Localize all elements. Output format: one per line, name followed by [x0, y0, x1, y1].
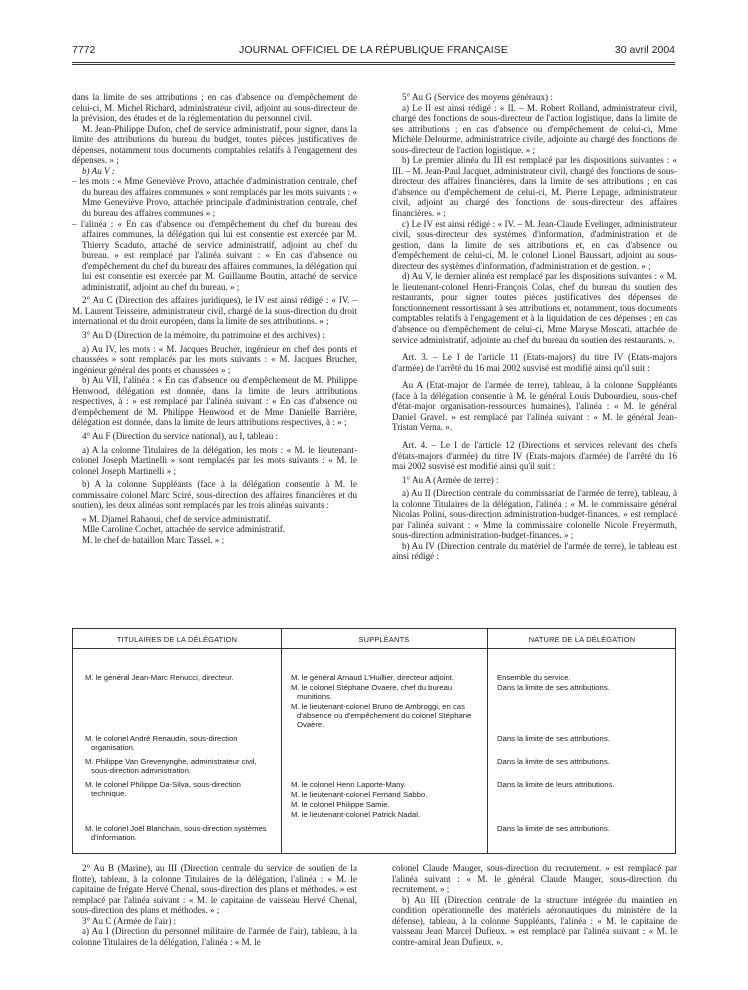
paragraph: b) Le premier alinéa du III est remplacé par les dispositions suivantes : « III. – M. Jean-Paul Jacquet, administrateur civil, chargé des fonctions de sous-directeur des affaires financières, dans la limite de ses attributions ; en cas d'absence ou d'empêchement de celui-ci, M. Pierre Lepage, administrateur civil, adjoint au chargé des fonctions de sous-directeur des affaires financières. » ;	[392, 155, 677, 219]
article-3: Art. 3. – Le I de l'article 11 (Etats-majors) du titre IV (Etats-majors d'armée) de l'arrêté du 16 mai 2002 susvisé est modifié ainsi qu'il suit :	[392, 352, 677, 373]
paragraph: 3° Au C (Armée de l'air) :	[82, 915, 177, 926]
paragraph: M. Jean-Philippe Dufon, chef de service administratif, pour signer, dans la limite des attributions du bureau du budget, toutes pièces justificatives de dépenses, notamment tous documents comptables relatifs à l'engagement des dépenses. » ;	[72, 123, 357, 166]
paragraph: « M. Djamel Rahaoui, chef de service administratif.	[82, 513, 271, 524]
page-header	[72, 44, 675, 58]
table-cell-titulaire: M. le colonel Joël Blanchais, sous-direction systèmes d'information.	[85, 824, 267, 842]
suppleant: M. le colonel Philippe Samie.	[291, 800, 390, 809]
paragraph: a) Au II (Direction centrale du commissariat de l'armée de terre), tableau, à la colonne Titulaires de la délégation, l'alinéa : « M. le commissaire général Nicolas Polini, sous-direction administration-budget-finances. » est remplacé par l'alinéa suivant : « Mme la commissaire colonelle Nicole Freyermuth, sous-direction administration-budget-finances. » ;	[392, 488, 677, 541]
paragraph: – l'alinéa : « En cas d'absence ou d'empêchement du chef du bureau des affaires communes, la délégation qui lui est consentie est exercée par M. Thierry Scaduto, attaché de service administratif, adjoint au chef du bureau. » est remplacé par l'alinéa suivant : « En cas d'absence ou d'empêchement du chef du bureau des affaires communes, la délégation qui lui est consentie est exercée par M. Guillaume Boutin, attaché de service administratif, adjoint au chef du bureau. » ;	[72, 218, 357, 292]
paragraph: a) Au IV, les mots : « M. Jacques Brucher, ingénieur en chef des ponts et chaussées » sont remplacés par les mots suivants : « M. Jacques Brucher, ingénieur général des ponts et chaussées » ;	[72, 343, 357, 375]
suppleant: M. le lieutenant-colonel Fernand Sabbo.	[291, 790, 428, 799]
table-cell-nature	[497, 824, 669, 834]
paragraph: 3° Au D (Direction de la mémoire, du patrimoine et des archives) :	[82, 330, 325, 341]
suppleant: M. le général Arnaud L'Huillier, directeur adjoint.	[291, 673, 454, 682]
bottom-left-column	[72, 863, 357, 947]
paragraph: Mlle Caroline Cochet, attachée de service administratif.	[82, 524, 286, 535]
table-cell-suppleants	[291, 673, 481, 730]
paragraph: a) A la colonne Titulaires de la délégation, les mots : « M. le lieutenant-colonel Joseph Martinelli » sont remplacés par les mots suivants : « M. le colonel Joseph Martinelli » ;	[72, 444, 357, 476]
table-cell-nature	[497, 673, 669, 693]
table-column-rule	[487, 629, 488, 853]
paragraph: 2° Au C (Direction des affaires juridiques), le IV est ainsi rédigé : « IV. – M. Laurent Teisseire, administrateur civil, chargé de la sous-direction du droit international et du droit européen, dans la limite de ses attributions. » ;	[72, 295, 357, 327]
table-header-suppleants: SUPPLÉANTS	[358, 635, 410, 644]
paragraph: b) Au III (Direction centrale de la structure intégrée du maintien en condition opérationnelle des matériels aéronautiques du ministère de la défense), tableau, à la colonne Suppléants, l'alinéa : « M. le capitaine de vaisseau Jean Marcel Dufieux. » est remplacé par l'alinéa suivant : « M. le contre-amiral Jean Dufieux. ».	[392, 894, 677, 947]
header-rule-2	[72, 64, 675, 65]
table-header-rule	[73, 648, 675, 649]
article-4: Art. 4. – Le I de l'article 12 (Directions et services relevant des chefs d'états-majors d'armée) du titre IV (Etats-majors d'armée) de l'arrêté du 16 mai 2002 susvisé est modifié ainsi qu'il suit :	[392, 439, 677, 472]
table-cell-nature	[497, 780, 669, 790]
table-cell-nature	[497, 734, 669, 744]
delegation-table	[72, 628, 676, 854]
paragraph: dans la limite de ses attributions ; en cas d'absence ou d'empêchement de celui-ci, M. Michel Richard, administrateur civil, adjoint au sous-directeur de la prévision, des études et de la réglementation du personnel civil.	[72, 92, 357, 124]
right-column	[392, 92, 677, 562]
suppleant: M. le lieutenant-colonel Patrick Nadal.	[291, 810, 421, 819]
table-header-nature: NATURE DE LA DÉLÉGATION	[528, 635, 636, 644]
nature-item: Ensemble du service.	[497, 673, 571, 682]
paragraph: d) Au V, le dernier alinéa est remplacé par les dispositions suivantes : « M. le lieutenant-colonel Henri-François Colas, chef du bureau du soutien des restaurants, pour signer toutes pièces justificatives des dépenses de fonctionnement ressortissant à ses attributions et, notamment, tous documents comptables relatifs à l'engagement et à la liquidation de ces dépenses ; en cas d'absence ou d'empêchement de celui-ci, Mme Maryse Moscati, attachée de service administratif, adjointe au chef du bureau du soutien des restaurants. ».	[392, 271, 677, 345]
journal-title: JOURNAL OFFICIEL DE LA RÉPUBLIQUE FRANÇAISE	[239, 44, 508, 56]
table-cell-suppleants	[291, 780, 481, 820]
paragraph: c) Le IV est ainsi rédigé : « IV. – M. Jean-Claude Evelinger, administrateur civil, sous-directeur des systèmes d'information, d'administration et de gestion, dans la limite de ses attributions et, en cas d'absence ou d'empêchement de celui-ci, M. le colonel Lionel Baussart, adjoint au sous-directeur des systèmes d'information, d'administration et de gestion. » ;	[392, 218, 677, 271]
left-column	[72, 92, 357, 545]
paragraph: colonel Claude Mauger, sous-direction du recrutement. » est remplacé par l'alinéa suivant : « M. le général Claude Mauger, sous-direction du recrutement. » ;	[392, 863, 677, 895]
paragraph-text: b) Au V :	[82, 165, 115, 176]
bottom-right-column	[392, 863, 677, 947]
table-header-titulaires: TITULAIRES DE LA DÉLÉGATION	[116, 635, 238, 644]
paragraph: b) Au IV (Direction centrale du matériel de l'armée de terre), le tableau est ainsi rédigé :	[392, 540, 677, 562]
paragraph: M. le chef de bataillon Marc Tassel. » ;	[82, 534, 225, 545]
suppleant: M. le lieutenant-colonel Bruno de Ambroggi, en cas d'absence ou d'empêchement du colonel Stéphane Ovaere.	[291, 702, 472, 729]
nature-item: Dans la limite de ses attributions.	[497, 824, 610, 833]
table-cell-titulaire: M. le colonel Philippe Da-Silva, sous-direction technique.	[85, 780, 241, 798]
paragraph: a) Au I (Direction du personnel militaire de l'armée de l'air), tableau, à la colonne Titulaires de la délégation, l'alinéa : « M. le	[72, 926, 357, 947]
nature-item: Dans la limite de leurs attributions.	[497, 780, 615, 789]
suppleant: M. le colonel Henri Laporte-Many.	[291, 780, 406, 789]
paragraph: 5° Au G (Service des moyens généraux) :	[402, 92, 553, 102]
table-cell-titulaire: M. Philippe Van Grevenynghe, administrateur civil, sous-direction administration.	[85, 757, 257, 775]
nature-item: Dans la limite de ses attributions.	[497, 683, 610, 692]
paragraph: 4° Au F (Direction du service national), au I, tableau :	[82, 430, 279, 441]
suppleant: M. le colonel Stéphane Ovaere, chef du bureau munitions.	[291, 683, 453, 701]
page-number: 7772	[72, 44, 96, 56]
table-cell-nature	[497, 757, 669, 767]
paragraph: 2° Au B (Marine), au III (Direction centrale du service de soutien de la flotte), tableau, à la colonne Titulaires de la délégation, l'alinéa : « M. le capitaine de frégate Hervé Chenal, sous-direction des plans et méthodes. » est remplacé par l'alinéa suivant : « M. le capitaine de vaisseau Hervé Chenal, sous-direction des plans et méthodes. » ;	[72, 863, 357, 916]
table-cell-titulaire: M. le général Jean-Marc Renucci, directeur.	[85, 673, 234, 682]
paragraph: b) Au VII, l'alinéa : « En cas d'absence ou d'empêchement de M. Philippe Henwood, délégation est donnée, dans la limite de leurs attributions respectives, à : » est remplacé par l'alinéa suivant : « En cas d'absence ou d'empêchement de M. Philippe Henwood et de Mme Danielle Barrière, délégation est donnée, dans la limite de leurs attributions respectives, à : » ;	[72, 375, 357, 428]
issue-date: 30 avril 2004	[614, 44, 675, 56]
paragraph: b) A la colonne Suppléants (face à la délégation consentie à M. le commissaire colonel Marc Sciré, sous-direction des affaires financières et du soutien), les deux alinéas sont remplacés par les trois alinéas suivants :	[72, 479, 357, 511]
paragraph	[72, 166, 357, 177]
paragraph: a) Le II est ainsi rédigé : « II. – M. Robert Rolland, administrateur civil, chargé des fonctions de sous-directeur de l'action logistique, dans la limite de ses attributions ; en cas d'absence ou d'empêchement de celui-ci, Mme Michèle Delourme, administratrice civile, adjointe au chargé des fonctions de sous-directeur de l'action logistique. » ;	[392, 102, 677, 155]
nature-item: Dans la limite de ses attributions.	[497, 734, 610, 743]
paragraph: Au A (Etat-major de l'armée de terre), tableau, à la colonne Suppléants (face à la délégation consentie à M. le général Louis Dubourdieu, sous-chef d'état-major organisation-ressources humaines), l'alinéa : « M. le général Daniel Gravel. » est remplacé par l'alinéa suivant : « M. le général Jean-Tristan Verna. ».	[392, 380, 677, 433]
table-cell-titulaire: M. le colonel André Renaudin, sous-direction organisation.	[85, 734, 238, 752]
header-rule	[72, 62, 675, 63]
paragraph: 1° Au A (Armée de terre) :	[402, 474, 499, 485]
nature-item: Dans la limite de ses attributions.	[497, 757, 610, 766]
paragraph: – les mots : « Mme Geneviève Provo, attachée d'administration centrale, chef du bureau des affaires communes » sont remplacés par les mots suivants : « Mme Geneviève Provo, attachée principale d'administration centrale, chef du bureau des affaires communes » ;	[72, 176, 357, 219]
table-column-rule	[281, 629, 282, 853]
